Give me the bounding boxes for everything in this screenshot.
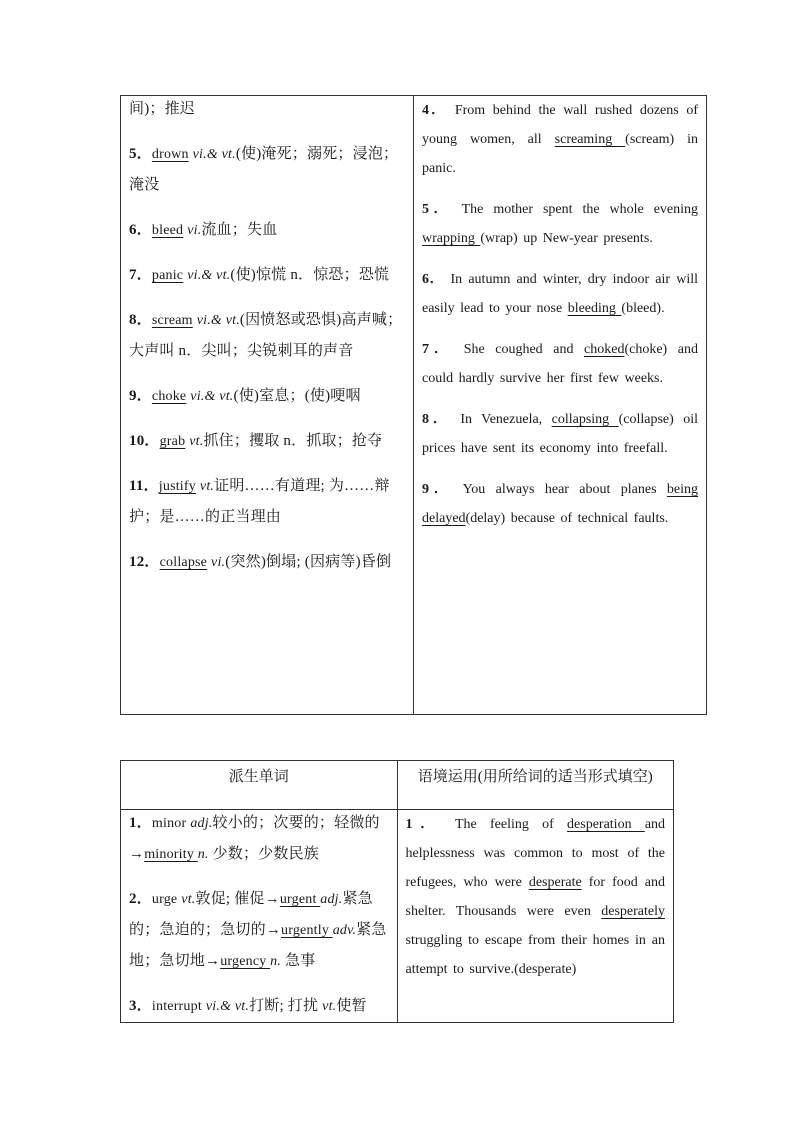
word-definition: 紧急的；急迫的；急切的 [129, 891, 373, 938]
hint-word: (scream) [625, 132, 675, 147]
hint-word: (delay) [465, 511, 506, 526]
derived-answer: urgent [279, 892, 321, 907]
hint-word: (desperate) [514, 962, 577, 977]
sentence-text: for food and shelter. Thousands were even [405, 875, 665, 919]
word-definition: 间)；推迟 [129, 101, 195, 117]
entry-number: 10． [129, 433, 160, 449]
answer-blank: bleeding [567, 301, 622, 316]
derivatives-table [120, 760, 674, 1023]
word-entry [129, 305, 405, 367]
word-answer: panic [151, 268, 184, 283]
word-answer: collapse [159, 555, 208, 570]
derived-answer: urgently [281, 923, 333, 938]
part-of-speech: n. [197, 847, 209, 862]
part-of-speech: vi.& vt. [187, 268, 231, 283]
word-answer: justify [158, 479, 196, 494]
sentence-item [422, 195, 698, 253]
context-sentences-cell [414, 96, 707, 715]
entry-number: 5． [422, 202, 452, 217]
entry-number: 5． [129, 146, 152, 162]
context-usage-cell [397, 810, 674, 1023]
arrow-icon: → [265, 922, 282, 938]
part-of-speech: vi.& vt. [196, 313, 240, 328]
entry-number: 12． [129, 554, 160, 570]
word-answer: choke [151, 389, 187, 404]
sentence-item [422, 335, 698, 393]
entry-number: 1． [129, 815, 152, 831]
part-of-speech: vi. [211, 555, 226, 570]
arrow-icon: → [264, 891, 280, 907]
entry-number: 8． [129, 312, 152, 328]
part-of-speech: vi.& vt. [192, 147, 236, 162]
word-entry [129, 215, 405, 246]
word-definition: (突然)倒塌; (因病等)昏倒 [225, 554, 392, 570]
sentence-text: The mother spent the whole evening [461, 202, 699, 217]
word-entry [129, 426, 405, 457]
sentence-text: From behind the wall rushed dozens of young women, all [422, 103, 698, 147]
sentence-text: and helplessness was common to most of the refugees, who were [405, 817, 666, 890]
word-definition: (因愤怒或恐惧)高声喊；大声叫 n．尖叫；尖锐刺耳的声音 [129, 312, 403, 359]
part-of-speech: adj. [320, 892, 343, 907]
entry-number: 2． [129, 891, 152, 907]
part-of-speech: vt. [181, 892, 196, 907]
derived-answer: minority [144, 847, 198, 862]
word-entry [129, 260, 405, 291]
answer-blank: collapsing [551, 412, 619, 427]
entry-number: 11． [129, 478, 159, 494]
word-definition: 打断; 打扰 [249, 998, 319, 1014]
word-definition: 少数；少数民族 [212, 846, 319, 862]
sentence-text: struggling to escape from their homes in an attempt to survive. [405, 933, 665, 977]
part-of-speech: vi.& vt. [190, 389, 234, 404]
word-entry [129, 94, 405, 125]
header-context-usage: 语境运用(用所给词的适当形式填空) [397, 761, 674, 810]
part-of-speech: vt. [199, 479, 215, 494]
sentence-text: in panic. [422, 132, 699, 176]
answer-blank: desperate [528, 875, 582, 890]
word-answer: grab [159, 434, 186, 449]
hint-word: (choke) [624, 342, 668, 357]
sentence-text: up New-year presents. [517, 231, 653, 246]
arrow-icon: → [205, 953, 221, 969]
sentence-item [422, 475, 698, 533]
word-definition: 抓住；攫取 n．抓取；抢夺 [203, 433, 383, 449]
sentence-item [422, 96, 698, 183]
base-word: interrupt [151, 999, 202, 1014]
sentence-text: You always hear about planes [462, 482, 667, 497]
word-entry [129, 381, 405, 412]
part-of-speech: vi. [187, 223, 202, 238]
sentence-text: and could hardly survive her first few weeks. [422, 342, 698, 386]
base-word: minor [151, 816, 187, 831]
word-definition: 急事 [285, 953, 316, 969]
sentence-item [406, 810, 666, 984]
part-of-speech: adj. [190, 816, 213, 831]
vocabulary-table-1 [120, 95, 707, 715]
entry-number: 9． [422, 482, 453, 497]
part-of-speech: vi.& vt. [205, 999, 250, 1014]
word-answer: drown [151, 147, 189, 162]
part-of-speech: vt. [189, 434, 204, 449]
arrow-icon: → [129, 846, 145, 862]
word-definition: 流血；失血 [201, 222, 278, 238]
derived-entry [129, 991, 389, 1022]
answer-blank: desperately [601, 904, 665, 919]
answer-blank: wrapping [422, 231, 481, 246]
entry-number: 4． [422, 103, 448, 118]
derived-words-cell [121, 810, 398, 1023]
word-entry [129, 471, 405, 533]
entry-number: 9． [129, 388, 152, 404]
answer-blank: desperation [567, 817, 645, 832]
word-answer: bleed [151, 223, 184, 238]
hint-word: (wrap) [480, 231, 518, 246]
word-definition: 证明……有道理; 为……辩护；是……的正当理由 [129, 478, 390, 525]
sentence-text: In autumn and winter, dry indoor air will easily lead to your nose [422, 272, 699, 316]
sentence-text: . [661, 301, 665, 316]
answer-blank: being delayed [422, 482, 699, 526]
header-derived-words: 派生单词 [121, 761, 398, 810]
derived-answer: urgency [220, 954, 271, 969]
sentence-text: In Venezuela, [460, 412, 552, 427]
hint-word: (bleed) [621, 301, 662, 316]
word-definition: 较小的；次要的；轻微的 [212, 815, 380, 831]
part-of-speech: n. [270, 954, 282, 969]
word-list-cell [121, 96, 414, 715]
entry-number: 7． [422, 342, 454, 357]
entry-number: 3． [129, 998, 152, 1014]
word-entry [129, 547, 405, 578]
entry-number: 8． [422, 412, 451, 427]
word-entry [129, 139, 405, 201]
sentence-text: oil prices have sent its economy into freefall. [422, 412, 699, 456]
part-of-speech: vt. [322, 999, 337, 1014]
entry-number: 1． [405, 817, 442, 832]
entry-number: 7． [129, 267, 152, 283]
sentence-item [422, 265, 698, 323]
answer-blank: screaming [554, 132, 626, 147]
sentence-text: because of technical faults. [505, 511, 669, 526]
part-of-speech: adv. [332, 923, 357, 938]
word-definition: (使)惊慌 n．惊恐；恐慌 [230, 267, 390, 283]
entry-number: 6． [129, 222, 152, 238]
base-word: urge [151, 892, 178, 907]
hint-word: (collapse) [618, 412, 674, 427]
derived-entry [129, 808, 389, 870]
word-definition: 敦促; 催促 [195, 891, 265, 907]
entry-number: 6． [422, 272, 445, 287]
word-definition: 使暂 [336, 998, 367, 1014]
derived-entry [129, 884, 389, 977]
word-definition: (使)室息；(使)哽咽 [233, 388, 361, 404]
word-answer: scream [151, 313, 193, 328]
word-definition: (使)淹死；溺死；浸泡；淹没 [129, 146, 399, 193]
sentence-text: The feeling of [455, 817, 568, 832]
word-definition: 紧急地；急切地 [129, 922, 387, 969]
answer-blank: choked [584, 342, 625, 357]
sentence-text: She coughed and [463, 342, 585, 357]
sentence-item [422, 405, 698, 463]
